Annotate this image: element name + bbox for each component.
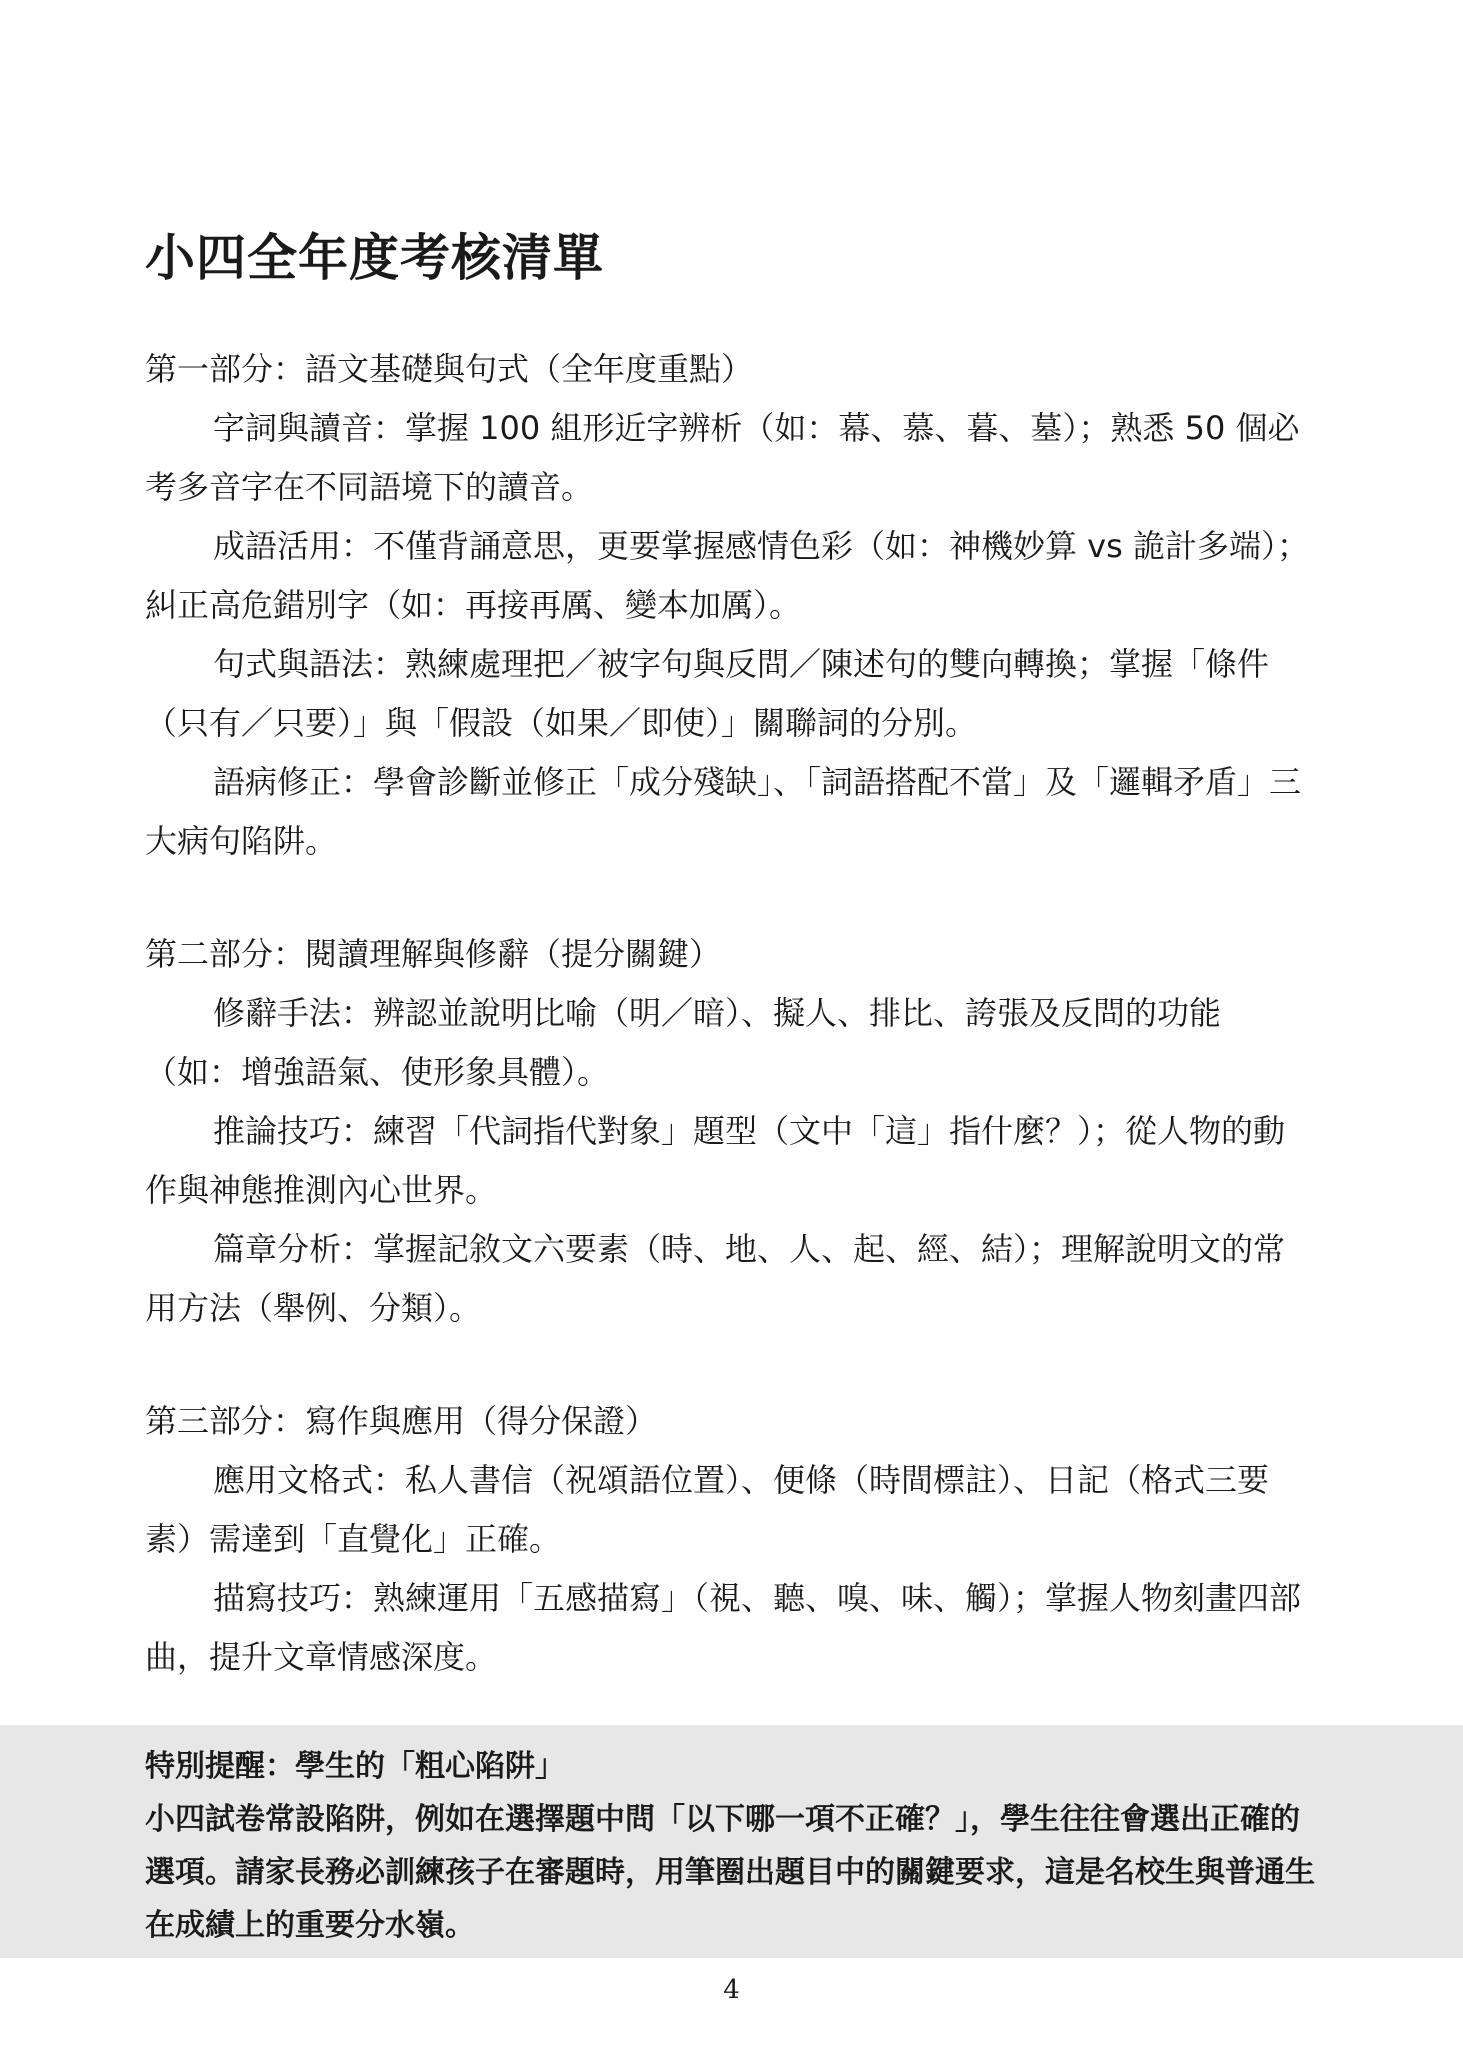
main-content (145, 340, 1315, 1741)
section-heading: 第二部分：閱讀理解與修辭（提分關鍵） (145, 935, 722, 973)
reminder-title: 特別提醒：學生的「粗心陷阱」 (145, 1749, 565, 1784)
reminder-box (0, 1725, 1463, 1958)
paragraph: 描寫技巧：熟練運用「五感描寫」（視、聽、嗅、味、觸）；掌握人物刻畫四部曲，提升文章情感深度。 (145, 1579, 1302, 1676)
reminder-body: 小四試卷常設陷阱，例如在選擇題中問「以下哪一項不正確？」，學生往往會選出正確的選項。請家長務必訓練孩子在審題時，用筆圈出題目中的關鍵要求，這是名校生與普通生在成績上的重要分水嶺。 (145, 1802, 1315, 1943)
section-heading: 第三部分：寫作與應用（得分保證） (145, 1402, 658, 1440)
paragraph: 推論技巧：練習「代詞指代對象」題型（文中「這」指什麼？）；從人物的動作與神態推測內心世界。 (145, 1112, 1286, 1209)
section-1 (145, 340, 1315, 871)
section-heading: 第一部分：語文基礎與句式（全年度重點） (145, 350, 754, 388)
paragraph: 成語活用：不僅背誦意思，更要掌握感情色彩（如：神機妙算 vs 詭計多端）；糾正高危錯別字（如：再接再厲、變本加厲）。 (145, 527, 1309, 624)
reminder-content (145, 1740, 1315, 1952)
paragraph: 語病修正：學會診斷並修正「成分殘缺」、「詞語搭配不當」及「邏輯矛盾」三大病句陷阱。 (145, 763, 1302, 860)
paragraph: 字詞與讀音：掌握 100 組形近字辨析（如：幕、慕、暮、墓）；熟悉 50 個必考多音字在不同語境下的讀音。 (145, 409, 1300, 506)
paragraph: 篇章分析：掌握記敘文六要素（時、地、人、起、經、結）；理解說明文的常用方法（舉例、分類）。 (145, 1230, 1286, 1327)
paragraph: 應用文格式：私人書信（祝頌語位置）、便條（時間標註）、日記（格式三要素）需達到「直覺化」正確。 (145, 1461, 1270, 1558)
page-title: 小四全年度考核清單 (145, 229, 604, 287)
paragraph: 句式與語法：熟練處理把／被字句與反問／陳述句的雙向轉換；掌握「條件（只有／只要）」與「假設（如果／即使）」關聯詞的分別。 (145, 645, 1270, 742)
paragraph: 修辭手法：辨認並說明比喻（明／暗）、擬人、排比、誇張及反問的功能（如：增強語氣、使形象具體）。 (145, 994, 1222, 1091)
section-3 (145, 1392, 1315, 1687)
page-number: 4 (723, 1975, 740, 2005)
section-2 (145, 925, 1315, 1338)
